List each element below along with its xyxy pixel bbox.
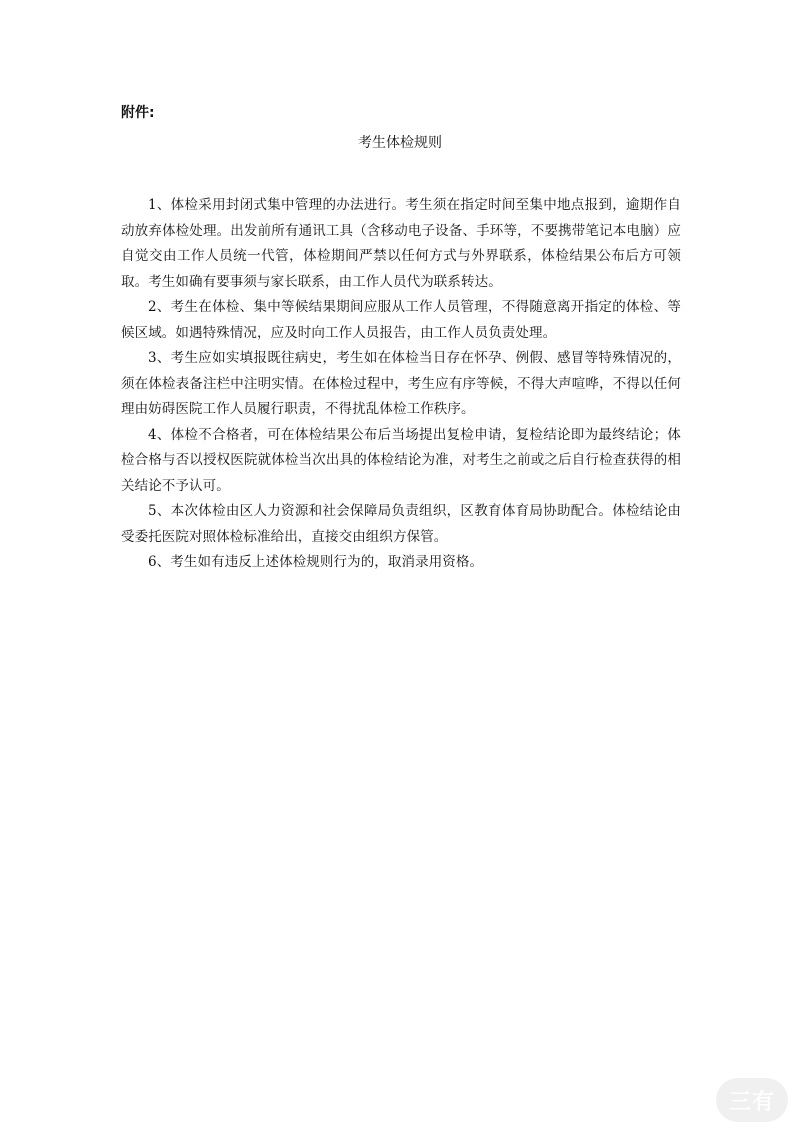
- rule-paragraph-1: 1、体检采用封闭式集中管理的办法进行。考生须在指定时间至集中地点报到，逾期作自动放弃体检处理。出发前所有通讯工具（含移动电子设备、手环等，不要携带笔记本电脑）应自觉交由工作人员统一代管，体检期间严禁以任何方式与外界联系，体检结果公布后方可领取。考生如确有要事须与家长联系，由工作人员代为联系转达。: [121, 197, 681, 290]
- rule-paragraph-4: 4、体检不合格者，可在体检结果公布后当场提出复检申请，复检结论即为最终结论；体检合格与否以授权医院就体检当次出具的体检结论为准，对考生之前或之后自行检查获得的相关结论不予认可。: [121, 426, 681, 494]
- rule-paragraph-6: 6、考生如有违反上述体检规则行为的，取消录用资格。: [148, 554, 484, 570]
- rule-paragraph-5: 5、本次体检由区人力资源和社会保障局负责组织，区教育体育局协助配合。体检结论由受委托医院对照体检标准给出，直接交由组织方保管。: [121, 503, 681, 545]
- document-title: 考生体检规则: [358, 135, 442, 151]
- rule-paragraph-2: 2、考生在体检、集中等候结果期间应服从工作人员管理，不得随意离开指定的体检、等候区域。如遇特殊情况，应及时向工作人员报告，由工作人员负责处理。: [121, 299, 681, 341]
- rule-paragraph-3: 3、考生应如实填报既往病史，考生如在体检当日存在怀孕、例假、感冒等特殊情况的，须在体检表备注栏中注明实情。在体检过程中，考生应有序等候，不得大声喧哗，不得以任何理由妨碍医院工作人员履行职责，不得扰乱体检工作秩序。: [121, 350, 681, 417]
- rules-body: [121, 193, 681, 576]
- attachment-label: 附件:: [121, 105, 155, 121]
- watermark-text: 三有: [728, 1089, 775, 1115]
- watermark-logo: [716, 1078, 788, 1122]
